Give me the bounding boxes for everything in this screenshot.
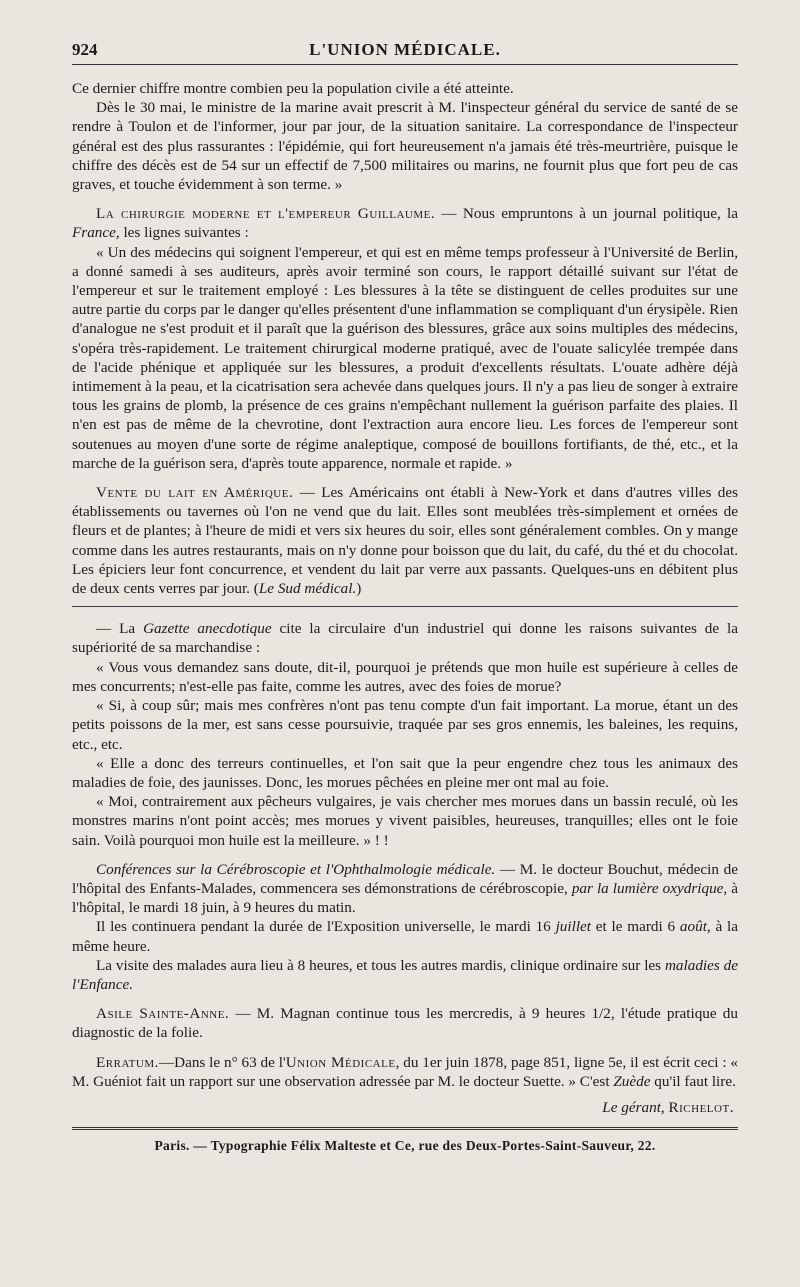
quote-huile-3: « Elle a donc des terreurs continuelles, et l'on sait que la peur engendre chez tous les animaux des maladies de foie, des jaunisses. Donc, les morues pêchées en pleine mer ont mal au foie. [72,754,738,791]
paragraph-visite: La visite des malades aura lieu à 8 heures, et tous les autres mardis, clinique ordinaire sur les maladies de l'Enfance. [72,956,738,993]
running-title: L'UNION MÉDICALE. [309,40,501,59]
paragraph-exposition: Il les continuera pendant la durée de l'Exposition universelle, le mardi 16 juillet et le mardi 6 août, à la même heure. [72,918,738,955]
quote-huile-4: « Moi, contrairement aux pêcheurs vulgaires, je vais chercher mes morues dans un bassin reculé, où les monstres marins n'ont point accès; mes morues y vivent paisibles, heureuses, tranquilles; elles ont le foie sain. Voilà pourquoi mon huile est la meilleure. » ! ! [72,793,738,849]
section-lait: Vente du lait en Amérique. — Les Américains ont établi à New-York et dans d'autres villes des établissements ou tavernes où l'on ne vend que du lait. Elles sont meublées très-simplement et ornées de fleurs et de plantes; à l'heure de midi et vers six heures du soir, elles sont généralement combles. On y mange comme dans les autres restaurants, mais on n'y donne pour boisson que du lait, du café, du thé et du chocolat. Les épiciers leur font concurrence, et vendent du lait par verre aux passants. Quelques-uns en débitent plus de deux cents verres par jour. (Le Sud médical.) [72,484,738,598]
quote-huile-1: « Vous vous demandez sans doute, dit-il, pourquoi je prétends que mon huile est supérieure à celles de mes concurrents; n'est-elle pas faite, comme les autres, avec des foies de morue? [72,658,738,695]
section-divider [72,606,738,607]
section-heading-asile: Asile Sainte-Anne. [96,1005,230,1023]
erratum-note: Erratum.—Dans le n° 63 de l'Union Médicale, du 1er juin 1878, page 851, ligne 5e, il est écrit ceci : « M. Guéniot fait un rapport sur une observation adressée par M. le docteur Suette. » C'est Zuède qu'il faut lire. [72,1053,738,1090]
section-gazette: — La Gazette anecdotique cite la circulaire d'un industriel qui donne les raisons suivantes de la supériorité de sa marchandise : [72,620,738,657]
section-conferences: Conférences sur la Cérébroscopie et l'Ophthalmologie médicale. — M. le docteur Bouchut, médecin de l'hôpital des Enfants-Malades, commencera ses démonstrations de cérébroscopie, par la lumière oxydrique, à l'hôpital, le mardi 18 juin, à 9 heures du matin. [72,860,738,917]
footer-divider [72,1127,738,1130]
printer-imprint: Paris. — Typographie Félix Malteste et Ce, rue des Deux-Portes-Saint-Sauveur, 22. [154,1137,656,1153]
quote-empereur: « Un des médecins qui soignent l'empereur, et qui est en même temps professeur à l'Université de Berlin, a donné samedi à ses auditeurs, après avoir terminé son cours, le rapport détaillé suivant sur l'état de l'empereur et sur le traitement employé : Les blessures à la tête se distinguent de celles produites sur une autre partie du corps par le danger qu'elles présentent d'une inflammation se compliquant d'un érysipèle. Rien d'analogue ne s'est produit et il paraît que la guérison des blessures, grâce aux soins multiples des médecins, s'opéra très-rapidement. Le traitement chirurgical moderne pratiqué, avec de l'ouate salicylée trempée dans de l'acide phénique et appliquée sur les blessures, a produit d'excellents résultats. L'ouate adhère déjà intimement à la peau, et la cicatrisation sera achevée dans quelques jours. Il n'y a pas lieu de songer à extraire tous les grains de plomb, la présence de ces grains n'empêchant nullement la guérison parfaite des plaies. Il n'en est pas de même de la chevrotine, dont l'extraction aura encore lieu. Les forces de l'empereur sont soutenues au moyen d'une sorte de régime analeptique, composé de bouillons fortifiants, de thé, etc., et la marche de la guérison sera, d'après toute apparence, normale et rapide. » [72,243,738,472]
manager-signature: Le gérant, Richelot. [602,1098,734,1116]
section-asile: Asile Sainte-Anne. — M. Magnan continue tous les mercredis, à 9 heures 1/2, l'étude pratique du diagnostic de la folie. [72,1005,738,1042]
gazette-name: Gazette anecdotique [143,620,272,638]
section-heading-conferences: Conférences sur la Cérébroscopie et l'Ophthalmologie médicale. [96,860,496,878]
paragraph-population: Ce dernier chiffre montre combien peu la population civile a été atteinte. [72,80,514,97]
section-chirurgie: La chirurgie moderne et l'empereur Guillaume. — Nous empruntons à un journal politique, la France, les lignes suivantes : [72,205,738,242]
paragraph-toulon: Dès le 30 mai, le ministre de la marine avait prescrit à M. l'inspecteur général du service de santé de se rendre à Toulon et de l'informer, jour par jour, de la situation sanitaire. La correspondance de l'inspecteur général est des plus rassurantes : l'épidémie, qui fort heureusement n'a jamais été très-meurtrière, puisque le chiffre des décès est de 54 sur un effectif de 7,500 militaires ou marins, ne fournit plus que fort peu de cas graves, et touche évidemment à son terme. » [72,99,738,194]
erratum-label: Erratum. [96,1053,159,1071]
section-heading-chirurgie: La chirurgie moderne et l'empereur Guillaume. [96,205,436,223]
source-citation: Le Sud médical. [258,580,357,598]
quote-huile-2: « Si, à coup sûr; mais mes confrères n'ont pas tenu compte d'un fait important. La morue, étant un des petits poissons de la mer, est sans cesse poursuivie, traquée par ses gros ennemis, les baleines, les requins, etc., etc. [72,697,738,753]
section-heading-lait: Vente du lait en Amérique. [96,484,294,502]
newspaper-name: France, [72,224,120,242]
page-header [72,40,738,65]
page-number: 924 [72,40,98,59]
